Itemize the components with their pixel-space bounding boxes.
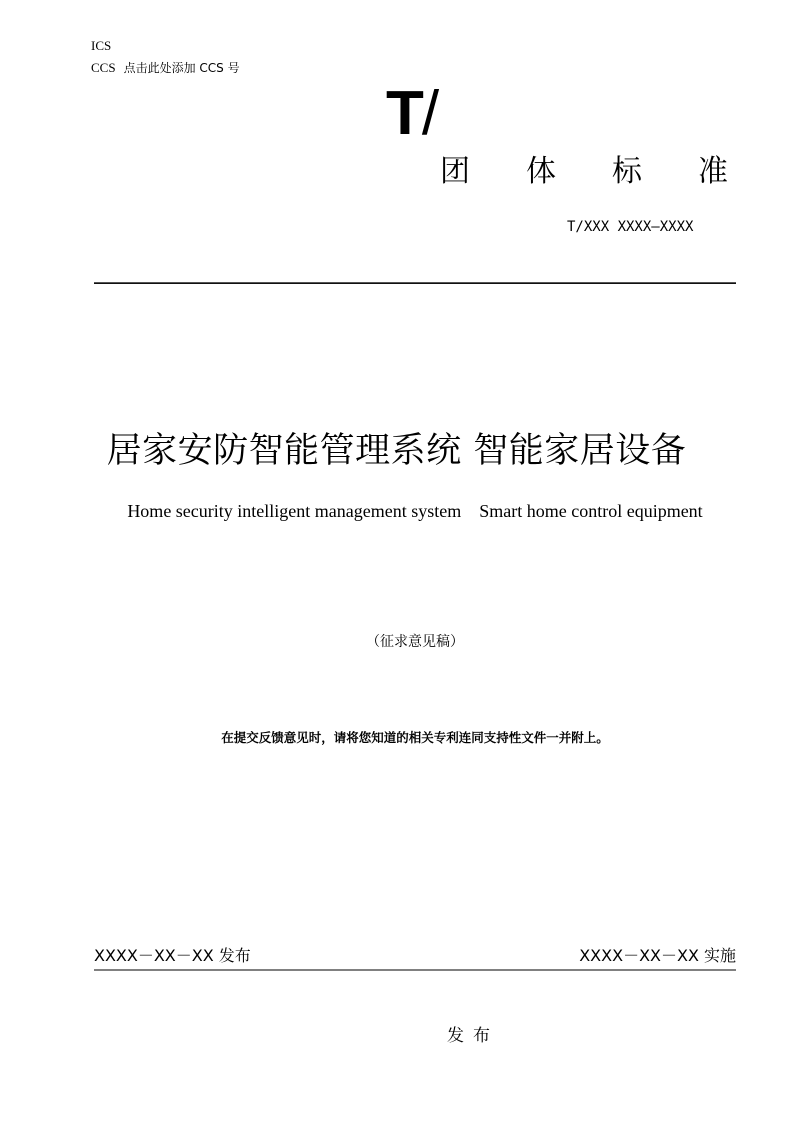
ccs-placeholder-field[interactable]: 点击此处添加 CCS 号 (123, 61, 240, 75)
publish-date: XXXX－XX－XX 发布 (94, 946, 251, 965)
standard-mark-letter: T (386, 79, 422, 148)
title-chinese: 居家安防智能管理系统 智能家居设备 (106, 431, 687, 471)
implement-date: XXXX－XX－XX 实施 (579, 946, 736, 965)
org-type-char: 体 (526, 154, 556, 189)
org-type-char: 团 (440, 154, 470, 189)
publisher-label: 发布 (447, 1026, 499, 1046)
org-type-char: 准 (698, 154, 728, 189)
title-english-part1: Home security intelligent management system (127, 501, 462, 521)
title-english (0, 499, 793, 523)
standard-mark-slash: / (421, 79, 440, 148)
ccs-line (91, 60, 240, 76)
ccs-label: CCS (91, 60, 116, 75)
standard-number: T/XXX XXXX—XXXX (567, 219, 694, 235)
org-standard-type (440, 152, 730, 192)
patent-notice: 在提交反馈意见时，请将您知道的相关专利连同支持性文件一并附上。 (221, 730, 609, 745)
draft-status: （征求意见稿） (366, 634, 464, 650)
standard-mark (386, 79, 440, 148)
title-english-part2: Smart home control equipment (479, 501, 703, 521)
footer-divider (94, 969, 736, 971)
header-divider (94, 282, 736, 284)
org-type-char: 标 (612, 154, 642, 189)
ics-label: ICS (91, 38, 112, 53)
